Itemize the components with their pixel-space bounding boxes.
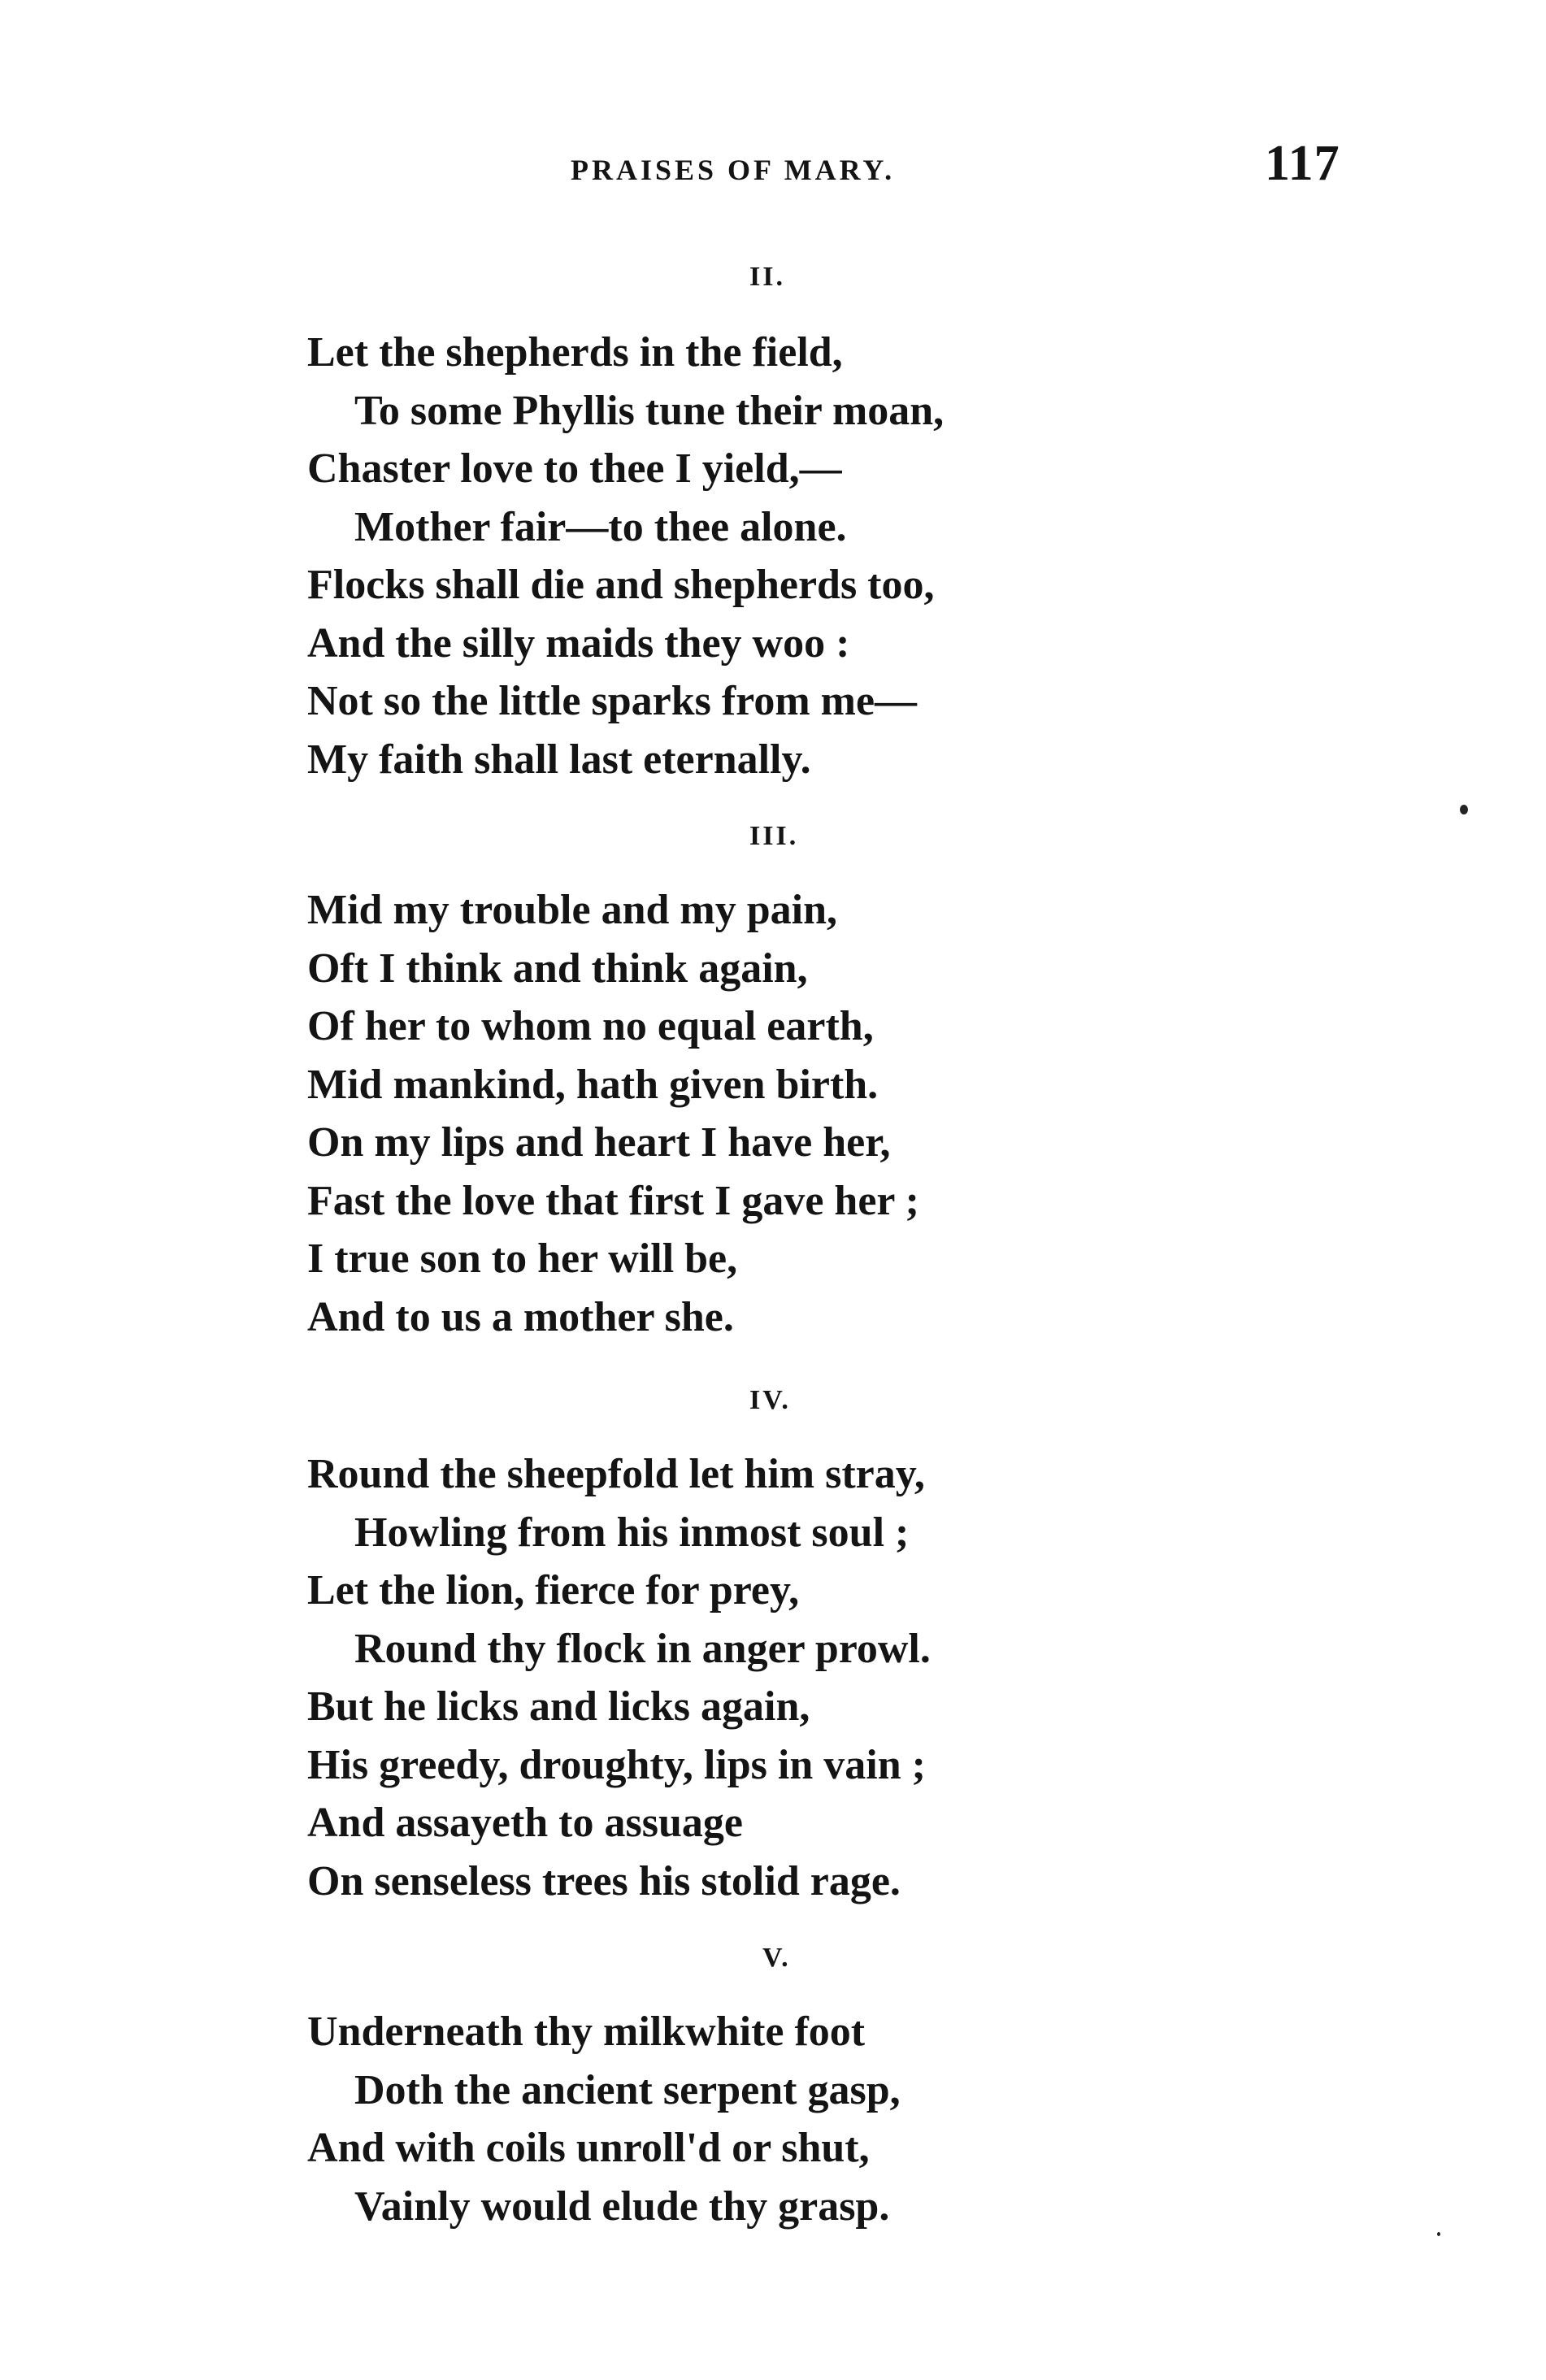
verse-line: His greedy, droughty, lips in vain ; xyxy=(307,1741,926,1788)
verse-line: Flocks shall die and shepherds too, xyxy=(307,562,935,608)
verse-line: Vainly would elude thy grasp. xyxy=(354,2182,890,2230)
verse-line: Of her to whom no equal earth, xyxy=(307,1003,874,1049)
verse-line: And assayeth to assuage xyxy=(307,1800,743,1846)
verse-line: Fast the love that first I gave her ; xyxy=(307,1177,919,1224)
verse-line: Mid mankind, hath given birth. xyxy=(307,1061,879,1108)
verse-line: On senseless trees his stolid rage. xyxy=(307,1857,901,1904)
ink-speck xyxy=(1437,2232,1440,2236)
verse-line: Chaster love to thee I yield,— xyxy=(307,445,842,492)
stanza-numeral: V. xyxy=(762,1943,791,1973)
stanza-numeral: II. xyxy=(749,262,785,292)
verse-line: Round thy flock in anger prowl. xyxy=(354,1625,931,1672)
verse-line: Doth the ancient serpent gasp, xyxy=(354,2066,901,2113)
verse-line: My faith shall last eternally. xyxy=(307,736,811,783)
ink-speck xyxy=(1460,805,1468,814)
verse-line: Mother fair—to thee alone. xyxy=(354,503,847,550)
verse-line: Let the lion, fierce for prey, xyxy=(307,1567,800,1613)
verse-line: And with coils unroll'd or shut, xyxy=(307,2125,870,2171)
verse-line: Round the sheepfold let him stray, xyxy=(307,1451,925,1497)
verse-line: I true son to her will be, xyxy=(307,1236,738,1282)
verse-line: Mid my trouble and my pain, xyxy=(307,887,838,933)
verse-line: And the silly maids they woo : xyxy=(307,619,850,667)
stanza xyxy=(307,2003,901,2235)
verse-line: Underneath thy milkwhite foot xyxy=(307,2009,866,2055)
stanza-numeral: III. xyxy=(749,821,799,851)
verse-line: And to us a mother she. xyxy=(307,1293,734,1340)
stanza xyxy=(307,881,919,1346)
page-number: 117 xyxy=(1265,136,1340,191)
stanza xyxy=(307,1445,931,1910)
verse-line: On my lips and heart I have her, xyxy=(307,1119,891,1166)
verse-line: To some Phyllis tune their moan, xyxy=(354,387,945,434)
stanza xyxy=(307,324,944,788)
stanza-numeral: IV. xyxy=(749,1385,791,1415)
verse-line: But he licks and licks again, xyxy=(307,1683,810,1730)
verse-line: Oft I think and think again, xyxy=(307,945,808,992)
running-head: PRAISES OF MARY. xyxy=(571,154,896,186)
verse-line: Let the shepherds in the field, xyxy=(307,329,843,376)
verse-line: Not so the little sparks from me— xyxy=(307,678,918,724)
verse-line: Howling from his inmost soul ; xyxy=(354,1509,910,1556)
